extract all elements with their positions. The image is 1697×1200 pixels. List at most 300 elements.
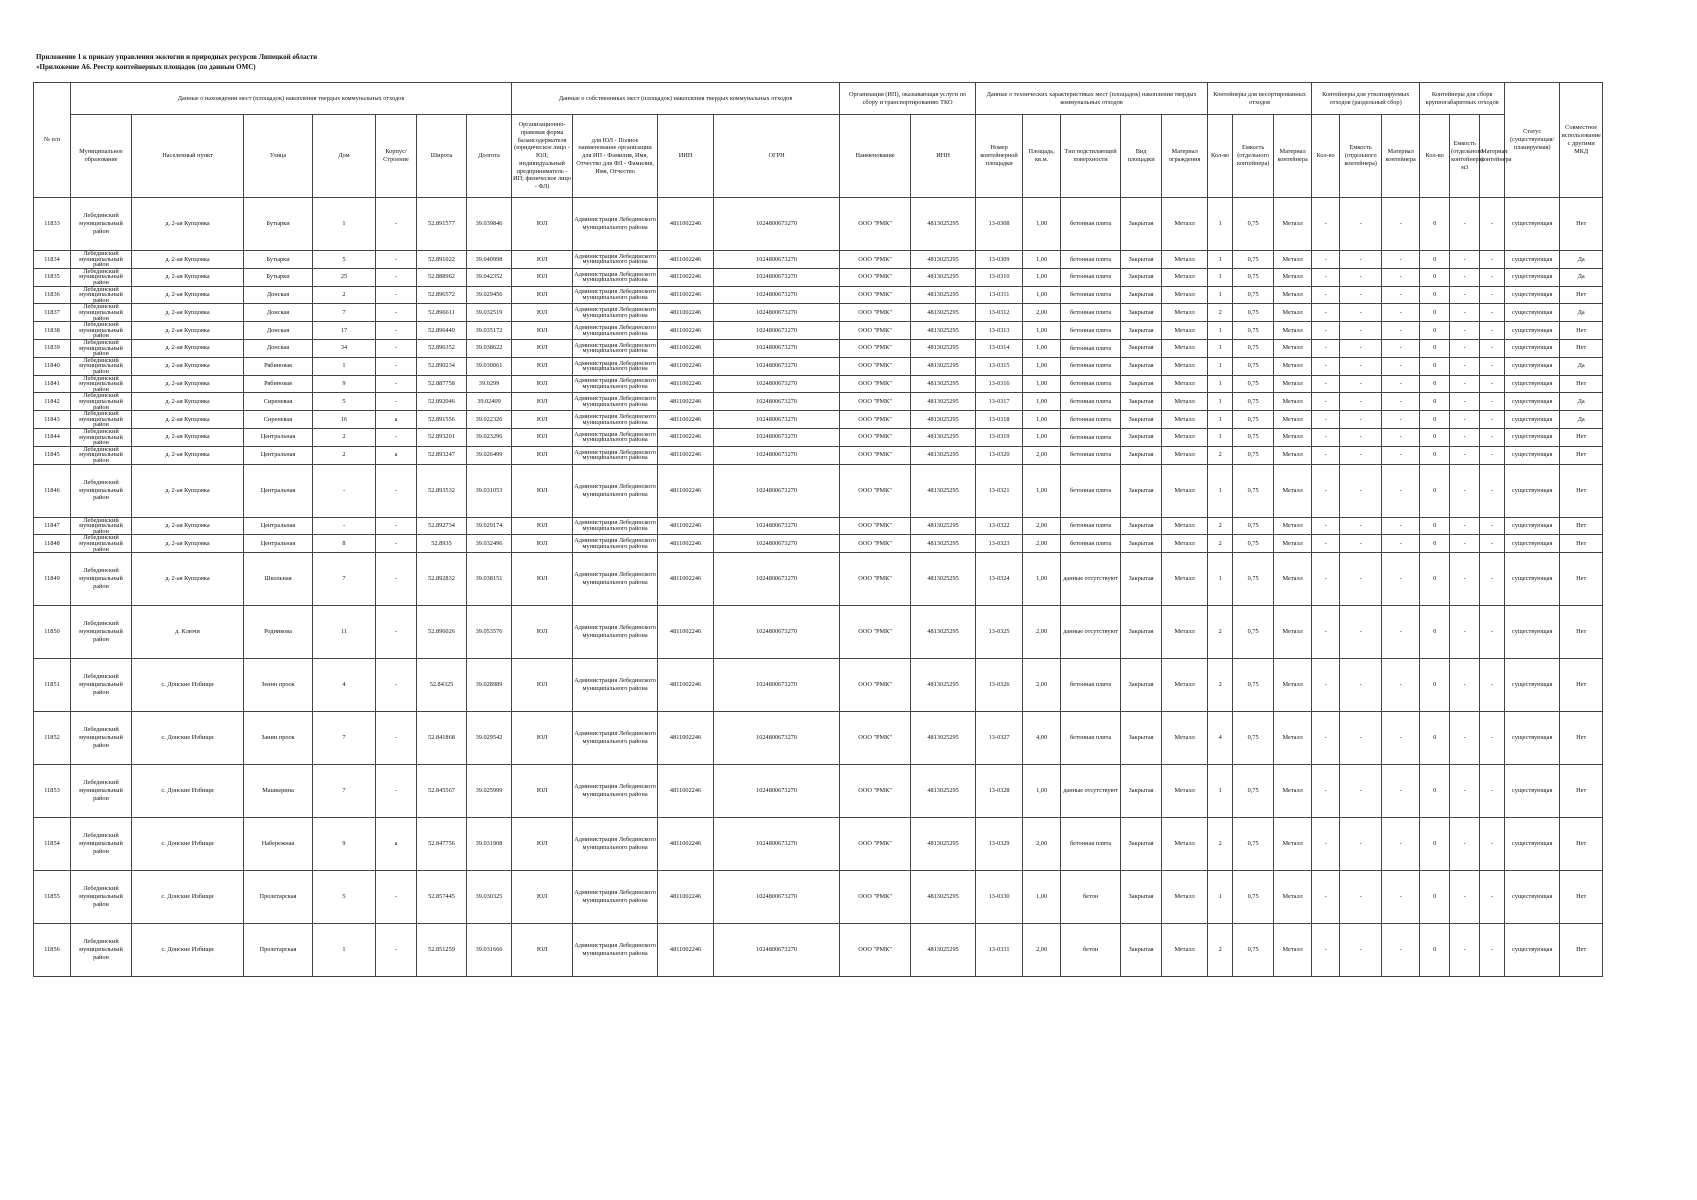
cell-v3: -: [1450, 659, 1480, 712]
cell-num: 11848: [34, 535, 71, 553]
cell-status: существующая: [1505, 268, 1560, 286]
cell-m3: -: [1480, 268, 1505, 286]
cell-status: существующая: [1505, 357, 1560, 375]
cell-mo: Лебединский муниципальный район: [71, 339, 132, 357]
cell-ogrn: 1024800673270: [714, 304, 840, 322]
cell-form: ЮЛ: [512, 198, 573, 251]
cell-site: 13-0322: [976, 517, 1023, 535]
cell-shared: Нет: [1560, 871, 1603, 924]
cell-c2: -: [1312, 659, 1340, 712]
group-sorted: Контейнеры для несортированных отходов: [1208, 83, 1312, 115]
cell-surface: бетонная плита: [1061, 357, 1121, 375]
cell-site: 13-0323: [976, 535, 1023, 553]
cell-opinn: 4813025295: [911, 375, 976, 393]
cell-np: с. Донские Избищи: [132, 818, 244, 871]
table-row: [34, 322, 1603, 340]
cell-op: ООО "РМК": [840, 375, 911, 393]
cell-inn: 4811002246: [658, 765, 714, 818]
cell-mat: Металл: [1274, 446, 1312, 464]
cell-ogrn: 1024800673270: [714, 268, 840, 286]
col-house: Дом: [313, 115, 376, 198]
col-street: Улица: [244, 115, 313, 198]
cell-op: ООО "РМК": [840, 712, 911, 765]
cell-inn: 4811002246: [658, 322, 714, 340]
cell-lat: 52.896611: [417, 304, 467, 322]
cell-m2: -: [1382, 339, 1420, 357]
cell-opinn: 4813025295: [911, 322, 976, 340]
cell-surface: бетонная плита: [1061, 198, 1121, 251]
cell-m3: -: [1480, 304, 1505, 322]
cell-cap: 0,75: [1233, 357, 1274, 375]
cell-street: Рябиновая: [244, 357, 313, 375]
cell-status: существующая: [1505, 428, 1560, 446]
cell-cap: 0,75: [1233, 251, 1274, 269]
cell-area: 2,00: [1023, 517, 1061, 535]
cell-m2: -: [1382, 357, 1420, 375]
cell-opinn: 4813025295: [911, 446, 976, 464]
col-surface: Тип подстилающей поверхности: [1061, 115, 1121, 198]
cell-fence: Металл: [1162, 606, 1208, 659]
cell-fence: Металл: [1162, 659, 1208, 712]
cell-m3: -: [1480, 765, 1505, 818]
cell-house: 7: [313, 765, 376, 818]
cell-m2: -: [1382, 606, 1420, 659]
cell-type: Закрытая: [1121, 871, 1162, 924]
cell-form: ЮЛ: [512, 553, 573, 606]
cell-mo: Лебединский муниципальный район: [71, 393, 132, 411]
cell-opinn: 4813025295: [911, 871, 976, 924]
cell-cap: 0,75: [1233, 765, 1274, 818]
cell-surface: данные отсутствуют: [1061, 553, 1121, 606]
table-row: [34, 535, 1603, 553]
cell-area: 1,00: [1023, 251, 1061, 269]
cell-status: существующая: [1505, 517, 1560, 535]
cell-mat: Металл: [1274, 818, 1312, 871]
cell-mo: Лебединский муниципальный район: [71, 286, 132, 304]
cell-area: 2,00: [1023, 446, 1061, 464]
cell-ogrn: 1024800673270: [714, 606, 840, 659]
cell-site: 13-0329: [976, 818, 1023, 871]
cell-house: 7: [313, 712, 376, 765]
cell-ogrn: 1024800673270: [714, 251, 840, 269]
cell-house: 4: [313, 659, 376, 712]
cell-ogrn: 1024800673270: [714, 375, 840, 393]
cell-shared: Да: [1560, 251, 1603, 269]
cell-ogrn: 1024800673270: [714, 322, 840, 340]
cell-lat: 52.841868: [417, 712, 467, 765]
cell-cap: 0,75: [1233, 818, 1274, 871]
table-row: [34, 446, 1603, 464]
cell-cnt: 1: [1208, 286, 1233, 304]
cell-shared: Да: [1560, 411, 1603, 429]
cell-c3: 0: [1420, 375, 1450, 393]
cell-lat: 52.896026: [417, 606, 467, 659]
cell-mo: Лебединский муниципальный район: [71, 712, 132, 765]
cell-mat: Металл: [1274, 659, 1312, 712]
cell-np: д. 2-ая Купцовка: [132, 251, 244, 269]
col-owner-name: для ЮЛ - Полное наименование организации для ИП - Фамилия, Имя, Отчество для ФЛ - Фамилия, Имя, Отчество: [573, 115, 658, 198]
cell-status: существующая: [1505, 286, 1560, 304]
cell-num: 11855: [34, 871, 71, 924]
cell-v3: -: [1450, 765, 1480, 818]
cell-bld: -: [376, 198, 417, 251]
cell-mat: Металл: [1274, 251, 1312, 269]
cell-site: 13-0316: [976, 375, 1023, 393]
cell-shared: Нет: [1560, 286, 1603, 304]
col-capacity-bulky: Емкость (отдельного контейнера) м3: [1450, 115, 1480, 198]
cell-np: д. 2-ая Купцовка: [132, 411, 244, 429]
cell-cnt: 1: [1208, 322, 1233, 340]
cell-bld: -: [376, 535, 417, 553]
cell-c3: 0: [1420, 411, 1450, 429]
cell-street: Центральная: [244, 535, 313, 553]
table-header: [34, 83, 1603, 198]
table-row: [34, 517, 1603, 535]
cell-v2: -: [1340, 535, 1382, 553]
cell-num: 11837: [34, 304, 71, 322]
col-capacity: Емкость (отдельного контейнера): [1233, 115, 1274, 198]
cell-num: 11856: [34, 924, 71, 977]
cell-mo: Лебединский муниципальный район: [71, 375, 132, 393]
cell-area: 1,00: [1023, 553, 1061, 606]
cell-lon: 39.039846: [467, 198, 512, 251]
cell-fence: Металл: [1162, 304, 1208, 322]
cell-mo: Лебединский муниципальный район: [71, 428, 132, 446]
cell-street: Донская: [244, 286, 313, 304]
col-lat: Широта: [417, 115, 467, 198]
cell-area: 1,00: [1023, 357, 1061, 375]
cell-v3: -: [1450, 322, 1480, 340]
cell-status: существующая: [1505, 304, 1560, 322]
cell-mat: Металл: [1274, 535, 1312, 553]
cell-op: ООО "РМК": [840, 924, 911, 977]
cell-form: ЮЛ: [512, 357, 573, 375]
cell-opinn: 4813025295: [911, 924, 976, 977]
cell-shared: Нет: [1560, 375, 1603, 393]
cell-np: д. 2-ая Купцовка: [132, 428, 244, 446]
cell-m3: -: [1480, 357, 1505, 375]
cell-status: существующая: [1505, 871, 1560, 924]
cell-type: Закрытая: [1121, 924, 1162, 977]
cell-shared: Нет: [1560, 535, 1603, 553]
cell-cap: 0,75: [1233, 322, 1274, 340]
cell-lat: 52.893532: [417, 464, 467, 517]
cell-op: ООО "РМК": [840, 535, 911, 553]
cell-m2: -: [1382, 765, 1420, 818]
cell-c2: -: [1312, 535, 1340, 553]
cell-bld: -: [376, 464, 417, 517]
cell-cnt: 2: [1208, 517, 1233, 535]
cell-num: 11854: [34, 818, 71, 871]
cell-owner: Администрация Лебединского муниципального района: [573, 198, 658, 251]
cell-mo: Лебединский муниципальный район: [71, 765, 132, 818]
cell-c2: -: [1312, 339, 1340, 357]
cell-c3: 0: [1420, 339, 1450, 357]
cell-fence: Металл: [1162, 535, 1208, 553]
cell-owner: Администрация Лебединского муниципального района: [573, 304, 658, 322]
cell-form: ЮЛ: [512, 393, 573, 411]
cell-form: ЮЛ: [512, 818, 573, 871]
cell-owner: Администрация Лебединского муниципального района: [573, 924, 658, 977]
cell-m2: -: [1382, 375, 1420, 393]
cell-fence: Металл: [1162, 712, 1208, 765]
cell-area: 1,00: [1023, 339, 1061, 357]
cell-area: 1,00: [1023, 393, 1061, 411]
cell-v2: -: [1340, 268, 1382, 286]
cell-house: 5: [313, 251, 376, 269]
cell-street: Сиреневая: [244, 393, 313, 411]
col-legal-form: Организационно-правовая форма балансодержателя (юридическое лицо - ЮЛ; индивидуальный предприниматель - ИП; физическое лицо - ФЛ): [512, 115, 573, 198]
cell-lat: 52.892046: [417, 393, 467, 411]
cell-m3: -: [1480, 322, 1505, 340]
cell-lon: 39.029542: [467, 712, 512, 765]
cell-inn: 4811002246: [658, 517, 714, 535]
cell-fence: Металл: [1162, 251, 1208, 269]
table-row: [34, 871, 1603, 924]
cell-op: ООО "РМК": [840, 251, 911, 269]
cell-type: Закрытая: [1121, 411, 1162, 429]
cell-m3: -: [1480, 464, 1505, 517]
cell-surface: бетонная плита: [1061, 393, 1121, 411]
cell-form: ЮЛ: [512, 411, 573, 429]
cell-house: -: [313, 464, 376, 517]
cell-form: ЮЛ: [512, 322, 573, 340]
cell-owner: Администрация Лебединского муниципального района: [573, 446, 658, 464]
cell-c2: -: [1312, 304, 1340, 322]
cell-bld: а: [376, 818, 417, 871]
cell-mat: Металл: [1274, 286, 1312, 304]
cell-area: 2,00: [1023, 535, 1061, 553]
cell-shared: Да: [1560, 304, 1603, 322]
cell-v2: -: [1340, 871, 1382, 924]
cell-c2: -: [1312, 818, 1340, 871]
cell-bld: -: [376, 322, 417, 340]
cell-form: ЮЛ: [512, 286, 573, 304]
cell-opinn: 4813025295: [911, 517, 976, 535]
col-material: Материал контейнера: [1274, 115, 1312, 198]
table-row: [34, 375, 1603, 393]
cell-surface: бетонная плита: [1061, 446, 1121, 464]
cell-c3: 0: [1420, 553, 1450, 606]
cell-c2: -: [1312, 871, 1340, 924]
cell-area: 2,00: [1023, 818, 1061, 871]
cell-street: Занин проок: [244, 712, 313, 765]
cell-type: Закрытая: [1121, 322, 1162, 340]
cell-op: ООО "РМК": [840, 322, 911, 340]
cell-owner: Администрация Лебединского муниципального района: [573, 606, 658, 659]
cell-area: 1,00: [1023, 871, 1061, 924]
cell-inn: 4811002246: [658, 464, 714, 517]
cell-status: существующая: [1505, 198, 1560, 251]
cell-lon: 39.032496: [467, 535, 512, 553]
cell-site: 13-0327: [976, 712, 1023, 765]
cell-cap: 0,75: [1233, 198, 1274, 251]
cell-op: ООО "РМК": [840, 464, 911, 517]
cell-bld: -: [376, 304, 417, 322]
cell-form: ЮЛ: [512, 268, 573, 286]
cell-c3: 0: [1420, 606, 1450, 659]
cell-street: Донская: [244, 339, 313, 357]
cell-num: 11836: [34, 286, 71, 304]
cell-inn: 4811002246: [658, 428, 714, 446]
cell-c3: 0: [1420, 659, 1450, 712]
cell-opinn: 4813025295: [911, 268, 976, 286]
cell-np: с. Донские Избищи: [132, 712, 244, 765]
cell-fence: Металл: [1162, 818, 1208, 871]
cell-fence: Металл: [1162, 322, 1208, 340]
cell-mo: Лебединский муниципальный район: [71, 535, 132, 553]
cell-cnt: 1: [1208, 198, 1233, 251]
cell-v3: -: [1450, 268, 1480, 286]
cell-fence: Металл: [1162, 357, 1208, 375]
cell-lon: 39.029174: [467, 517, 512, 535]
cell-c3: 0: [1420, 535, 1450, 553]
cell-m2: -: [1382, 286, 1420, 304]
cell-v2: -: [1340, 446, 1382, 464]
cell-cap: 0,75: [1233, 428, 1274, 446]
cell-inn: 4811002246: [658, 606, 714, 659]
cell-c2: -: [1312, 446, 1340, 464]
cell-lat: 52.887758: [417, 375, 467, 393]
cell-inn: 4811002246: [658, 375, 714, 393]
cell-num: 11844: [34, 428, 71, 446]
cell-owner: Администрация Лебединского муниципального района: [573, 251, 658, 269]
cell-surface: бетонная плита: [1061, 428, 1121, 446]
cell-shared: Нет: [1560, 924, 1603, 977]
cell-ogrn: 1024800673270: [714, 924, 840, 977]
cell-lon: 39.031666: [467, 924, 512, 977]
cell-surface: данные отсутствуют: [1061, 606, 1121, 659]
cell-mat: Металл: [1274, 871, 1312, 924]
cell-np: д. 2-ая Купцовка: [132, 464, 244, 517]
cell-mo: Лебединский муниципальный район: [71, 553, 132, 606]
document-title: [36, 52, 317, 72]
cell-num: 11833: [34, 198, 71, 251]
cell-surface: бетонная плита: [1061, 535, 1121, 553]
cell-street: Центральная: [244, 517, 313, 535]
cell-fence: Металл: [1162, 339, 1208, 357]
cell-mat: Металл: [1274, 924, 1312, 977]
cell-v3: -: [1450, 818, 1480, 871]
cell-area: 1,00: [1023, 428, 1061, 446]
cell-m3: -: [1480, 393, 1505, 411]
cell-lat: 52.891022: [417, 251, 467, 269]
cell-np: д. 2-ая Купцовка: [132, 553, 244, 606]
cell-lat: 52.896449: [417, 322, 467, 340]
cell-mo: Лебединский муниципальный район: [71, 517, 132, 535]
cell-surface: бетонная плита: [1061, 464, 1121, 517]
cell-inn: 4811002246: [658, 198, 714, 251]
cell-owner: Администрация Лебединского муниципального района: [573, 268, 658, 286]
cell-m2: -: [1382, 517, 1420, 535]
cell-house: 9: [313, 375, 376, 393]
cell-op: ООО "РМК": [840, 871, 911, 924]
cell-mo: Лебединский муниципальный район: [71, 818, 132, 871]
cell-c3: 0: [1420, 446, 1450, 464]
cell-bld: -: [376, 659, 417, 712]
cell-form: ЮЛ: [512, 871, 573, 924]
cell-lon: 39.028989: [467, 659, 512, 712]
cell-c2: -: [1312, 517, 1340, 535]
cell-cnt: 1: [1208, 251, 1233, 269]
cell-cnt: 1: [1208, 464, 1233, 517]
cell-house: 9: [313, 818, 376, 871]
group-location: Данные о нахождении мест (площадок) накопления твердых коммунальных отходов: [71, 83, 512, 115]
table-row: [34, 286, 1603, 304]
cell-shared: Нет: [1560, 339, 1603, 357]
cell-m3: -: [1480, 659, 1505, 712]
cell-m2: -: [1382, 198, 1420, 251]
cell-fence: Металл: [1162, 286, 1208, 304]
cell-v2: -: [1340, 375, 1382, 393]
cell-v2: -: [1340, 818, 1382, 871]
group-owner: Данные о собственниках мест (площадок) накопления твердых коммунальных отходов: [512, 83, 840, 115]
cell-v2: -: [1340, 712, 1382, 765]
cell-bld: -: [376, 553, 417, 606]
cell-ogrn: 1024800673270: [714, 712, 840, 765]
cell-m3: -: [1480, 446, 1505, 464]
cell-m2: -: [1382, 712, 1420, 765]
cell-type: Закрытая: [1121, 464, 1162, 517]
cell-form: ЮЛ: [512, 375, 573, 393]
cell-surface: бетонная плита: [1061, 339, 1121, 357]
cell-mat: Металл: [1274, 712, 1312, 765]
cell-shared: Нет: [1560, 818, 1603, 871]
cell-mo: Лебединский муниципальный район: [71, 446, 132, 464]
cell-bld: -: [376, 251, 417, 269]
cell-inn: 4811002246: [658, 553, 714, 606]
cell-area: 2,00: [1023, 304, 1061, 322]
col-count-bulky: Кол-во: [1420, 115, 1450, 198]
cell-shared: Нет: [1560, 659, 1603, 712]
cell-street: Бутырки: [244, 198, 313, 251]
cell-area: 4,00: [1023, 712, 1061, 765]
table-row: [34, 712, 1603, 765]
col-num: № п/п: [34, 83, 71, 198]
cell-owner: Администрация Лебединского муниципального района: [573, 517, 658, 535]
cell-bld: а: [376, 446, 417, 464]
cell-op: ООО "РМК": [840, 606, 911, 659]
cell-lat: 52.84325: [417, 659, 467, 712]
cell-cap: 0,75: [1233, 393, 1274, 411]
cell-shared: Нет: [1560, 606, 1603, 659]
cell-v2: -: [1340, 304, 1382, 322]
cell-area: 1,00: [1023, 268, 1061, 286]
cell-inn: 4811002246: [658, 535, 714, 553]
cell-type: Закрытая: [1121, 251, 1162, 269]
cell-v3: -: [1450, 357, 1480, 375]
cell-v3: -: [1450, 198, 1480, 251]
cell-site: 13-0331: [976, 924, 1023, 977]
cell-opinn: 4813025295: [911, 659, 976, 712]
cell-num: 11849: [34, 553, 71, 606]
cell-lat: 52.892832: [417, 553, 467, 606]
cell-num: 11850: [34, 606, 71, 659]
cell-m3: -: [1480, 375, 1505, 393]
cell-area: 1,00: [1023, 198, 1061, 251]
cell-house: 7: [313, 553, 376, 606]
table-row: [34, 268, 1603, 286]
cell-bld: -: [376, 375, 417, 393]
cell-v2: -: [1340, 357, 1382, 375]
cell-c3: 0: [1420, 304, 1450, 322]
cell-np: с. Донские Избищи: [132, 765, 244, 818]
cell-site: 13-0317: [976, 393, 1023, 411]
cell-c3: 0: [1420, 871, 1450, 924]
table-row: [34, 428, 1603, 446]
cell-opinn: 4813025295: [911, 818, 976, 871]
cell-m2: -: [1382, 464, 1420, 517]
